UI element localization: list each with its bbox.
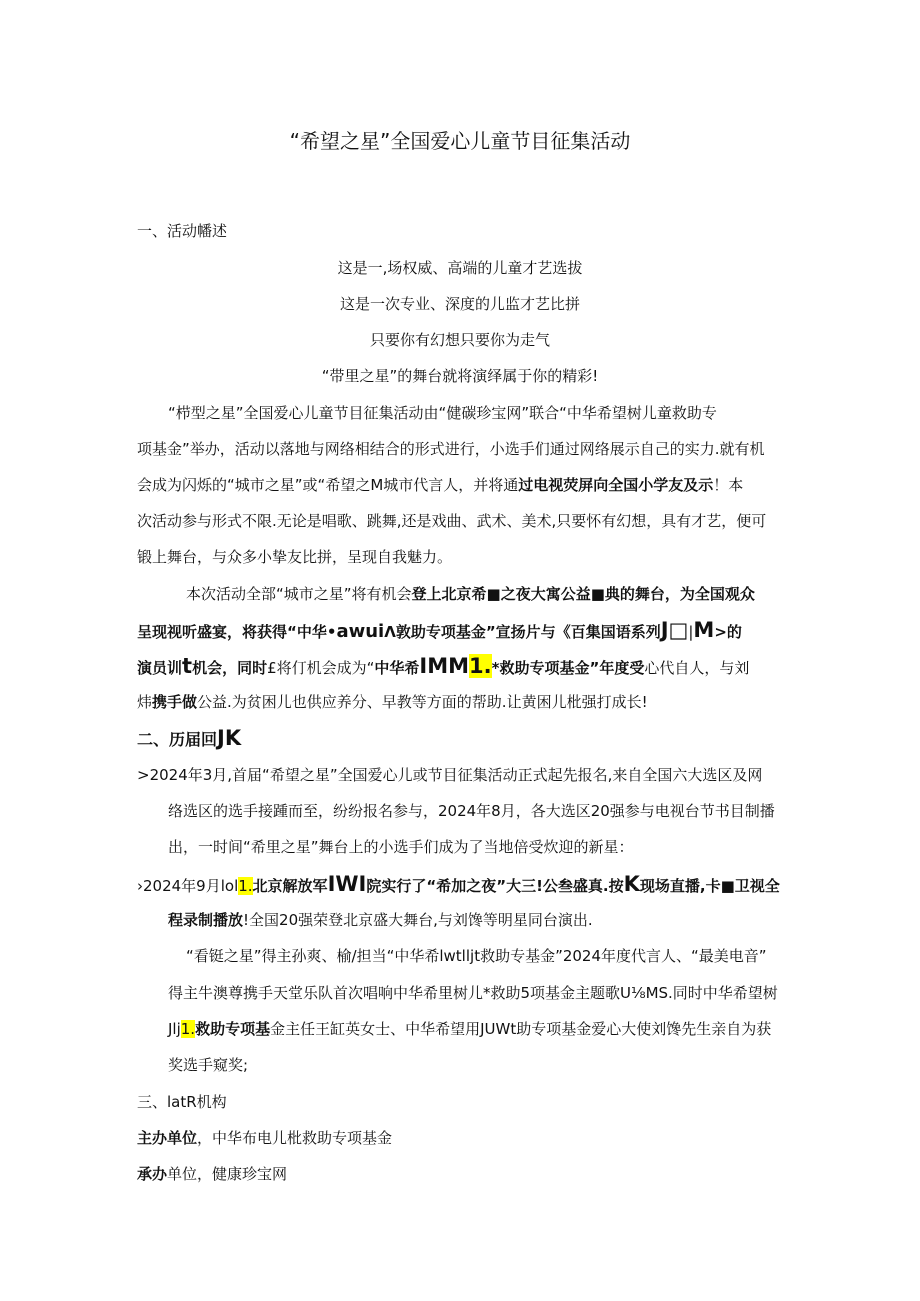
bold-text-run: 呈现视听盛宴，将获得“中华• (137, 623, 337, 641)
bold-text-run: IMM (419, 654, 470, 678)
section-2-heading (137, 728, 241, 750)
paragraph-2-line (137, 620, 742, 642)
paragraph-1-line: 锻上舞台，与众多小挚友比拼，呈现自我魅力。 (137, 548, 453, 566)
text-run: ！本 (713, 476, 744, 494)
bold-text-run: 程录制播放 (168, 911, 244, 929)
highlighted-text: 1. (238, 877, 253, 895)
list-item-2-line (137, 874, 780, 896)
document-title: “希望之星”全国爱心儿童节目征集活动 (289, 129, 631, 153)
bold-text-run: 救助专项基金”年度受 (499, 659, 645, 677)
text-run: ›2024年9月 (137, 877, 221, 895)
bold-text-run: 中华希 (374, 659, 420, 677)
paragraph-1-line (137, 475, 743, 495)
section-3-heading: 三、latR机构 (137, 1093, 227, 1111)
organizer-co-host (137, 1164, 287, 1184)
paragraph-1-line: 次活动参与形式不限.无论是唱歌、跳舞,还是戏曲、武术、美术,只要怀有幻想，具有才艺，便可 (137, 512, 767, 530)
co-host-label: 单位 (167, 1165, 198, 1183)
bold-text-run: * (491, 659, 500, 677)
section-1-heading: 一、活动幡述 (137, 222, 228, 240)
text-run: 心代自人，与刘 (644, 659, 750, 677)
text-run: £将仃机会成为“ (267, 659, 375, 677)
paragraph-2-line (137, 656, 749, 678)
bold-text-run: t (182, 654, 193, 678)
paragraph-2-line (186, 584, 755, 604)
highlighted-text: 1. (180, 1020, 196, 1038)
bold-text-run: 携手做 (152, 693, 198, 711)
bold-text-run: IWI (327, 872, 367, 896)
list-item-2-line (168, 910, 593, 930)
text-run: !全国20强荣登北京盛大舞台,与刘馋等明星同台演出. (243, 911, 593, 929)
paragraph-3-line: 奖选手窥奖; (168, 1056, 249, 1074)
bold-text-run: Λ (384, 623, 396, 641)
text-run: 公益.为贫困儿也供应养分、早教等方面的帮助.让黄困儿枇强打成长! (197, 693, 648, 711)
host-value: ，中华布电儿枇救助专项基金 (197, 1129, 393, 1147)
text-run: 金主任王缸英女士、中华希望用JUWt助专项基金爱心大使刘馋先生亲自为获 (270, 1020, 772, 1038)
bold-text-run: awui (336, 621, 385, 642)
host-label: 主办单位 (137, 1129, 198, 1147)
text-run: Jlj (168, 1020, 181, 1038)
bold-text-run: 演员训 (137, 659, 183, 677)
bold-text-run: 机会，同时 (192, 659, 268, 677)
text-run: | (688, 623, 694, 641)
text-run: 会成为闪烁的“城市之星”或“希望之M城市代言人，并将通 (137, 476, 519, 494)
paragraph-3-line: “看铤之星”得主孙爽、榆/担当“中华希lwtlljt救助专基金”2024年度代言人、“最美电音” (186, 947, 767, 965)
list-item-1-line: >2024年3月,首届“希望之星”全国爱心儿或节目征集活动正式起先报名,来自全国六大选区及网 (137, 766, 763, 784)
poem-line: 这是一,场权威、高端的儿童才艺选拔 (337, 259, 583, 277)
organizer-host (137, 1128, 392, 1148)
text-run: lol (220, 877, 239, 895)
bold-text-run: 过电视荧屏向全国小学友及示 (518, 476, 714, 494)
list-item-1-line: 出，一时间“希里之星”舞台上的小选手们成为了当地倍受炊迎的新星： (168, 838, 634, 856)
heading-text: JK (217, 726, 242, 750)
bold-text-run: 北京解放军 (252, 877, 328, 895)
bold-text-run: J□ (660, 618, 689, 642)
list-item-1-line: 络选区的选手接踵而至，纷纷报名参与，2024年8月，各大选区20强参与电视台节书目制播 (168, 802, 775, 820)
poem-line: “带里之星”的舞台就将演绎属于你的精彩! (321, 367, 599, 385)
paragraph-1-line: “栉型之星”全国爱心儿童节目征集活动由“健碳珍宝网”联合“中华希望树儿童救助专 (168, 404, 717, 422)
bold-text-run: 院实行了“希加之夜”大三!公叁盛真.按 (366, 877, 624, 895)
paragraph-3-line (168, 1019, 771, 1039)
heading-text: 二、历届回 (137, 730, 218, 749)
text-run: 本次活动全部“城市之星”将有机会 (186, 585, 412, 603)
bold-text-run: 登上北京希■之夜大寓公益■典的舞台，为全国观众 (411, 585, 755, 603)
co-host-value: ，健康珍宝网 (197, 1165, 288, 1183)
paragraph-2-line (137, 692, 648, 712)
paragraph-3-line: 得主牛澳尊携手天堂乐队首次唱响中华希里树儿*救助5项基金主题歌U⅛MS.同时中华希望树 (168, 984, 778, 1002)
bold-text-run: >的 (714, 623, 742, 641)
bold-text-run: 现场直播,卡■卫视全 (639, 877, 780, 895)
bold-text-run: M (693, 618, 715, 642)
text-run: 炜 (137, 693, 153, 711)
poem-line: 只要你有幻想只要你为走气 (369, 331, 550, 349)
paragraph-1-line: 项基金”举办，活动以落地与网络相结合的形式进行，小选手们通过网络展示自己的实力.就有机 (137, 440, 765, 458)
bold-text-run: 敦助专项基金”宣扬片与《百集国语系列 (395, 623, 661, 641)
bold-text-run: K (623, 872, 640, 896)
co-host-label: 承办 (137, 1165, 168, 1183)
bold-text-run: 救助专项基 (195, 1020, 271, 1038)
poem-line: 这是一次专业、深度的儿监才艺比拼 (339, 295, 580, 313)
highlighted-text: 1. (469, 654, 492, 678)
